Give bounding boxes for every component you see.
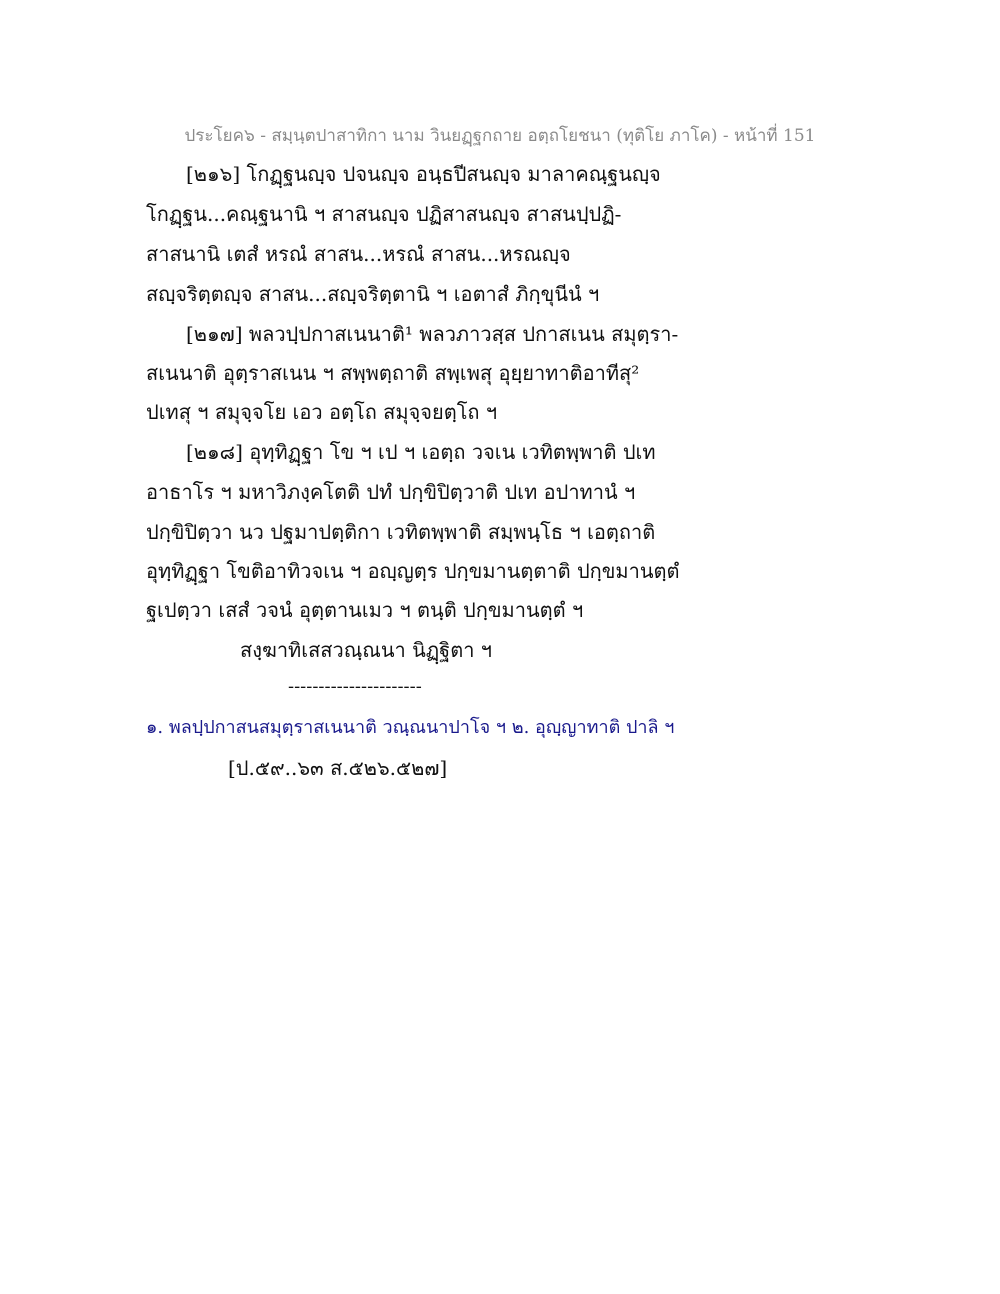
text-line: สเนนาติ อุตฺราสเนน ฯ สพฺพตฺถาติ สพฺเพสุ อุยฺยาทาติอาทีสุ² — [146, 361, 640, 385]
text-line: [๒๑๗] พลวปฺปกาสเนนาติ¹ พลวภาวสฺส ปกาสเนน สมุตฺรา- — [186, 322, 679, 346]
text-line: อุทฺทิฏฺฐา โขติอาทิวจเน ฯ อญฺญตฺร ปกฺขมานตฺตาติ ปกฺขมานตฺตํ — [146, 559, 680, 583]
text-line: ฐเปตฺวา เสสํ วจนํ อุตฺตานเมว ฯ ตนฺติ ปกฺขมานตฺตํ ฯ — [146, 598, 584, 622]
section-end-line: สงฺฆาทิเสสวณฺณนา นิฏฺฐิตา ฯ — [240, 638, 493, 662]
text-line: อาธาโร ฯ มหาวิภงฺคโตติ ปทํ ปกฺขิปิตฺวาติ ปเท อปาทานํ ฯ — [146, 480, 636, 504]
text-line: โกฏฺฐน...คณฺฐนานิ ฯ สาสนญฺจ ปฏิสาสนญฺจ สาสนปฺปฏิ- — [146, 202, 622, 226]
footnote: ๑. พลปฺปกาสนสมุตฺราสเนนาติ วณฺณนาปาโจ ฯ ๒. อุญฺญาทาติ ปาลิ ฯ — [146, 717, 675, 738]
page-header: ประโยค๖ - สมฺนฺตปาสาทิกา นาม วินยฏฺฐกถาย อตฺถโยชนา (ทุติโย ภาโค) - หน้าที่ 151 — [184, 126, 816, 146]
text-line: สญฺจริตฺตญฺจ สาสน...สญฺจริตฺตานิ ฯ เอตาสํ ภิกฺขุนีนํ ฯ — [146, 282, 600, 306]
footnote-divider: ---------------------- — [288, 676, 422, 697]
text-line: สาสนานิ เตสํ หรณํ สาสน...หรณํ สาสน...หรณญฺจ — [146, 242, 571, 266]
text-line: ปเทสุ ฯ สมุจฺจโย เอว อตฺโถ สมุจฺจยตฺโถ ฯ — [146, 400, 498, 424]
text-line: [๒๑๖] โกฏฺฐนญฺจ ปจนญฺจ อนฺธปีสนญฺจ มาลาคณฺฐนญฺจ — [186, 162, 661, 186]
text-line: ปกฺขิปิตฺวา นว ปฐมาปตฺติกา เวทิตพฺพาติ สมฺพนฺโธ ฯ เอตฺถาติ — [146, 520, 656, 544]
page-reference: [ป.๕๙..๖๓ ส.๕๒๖.๕๒๗] — [228, 756, 448, 780]
text-line: [๒๑๘] อุทฺทิฏฺฐา โข ฯ เป ฯ เอตฺถ วจเน เวทิตพฺพาติ ปเท — [186, 440, 656, 464]
